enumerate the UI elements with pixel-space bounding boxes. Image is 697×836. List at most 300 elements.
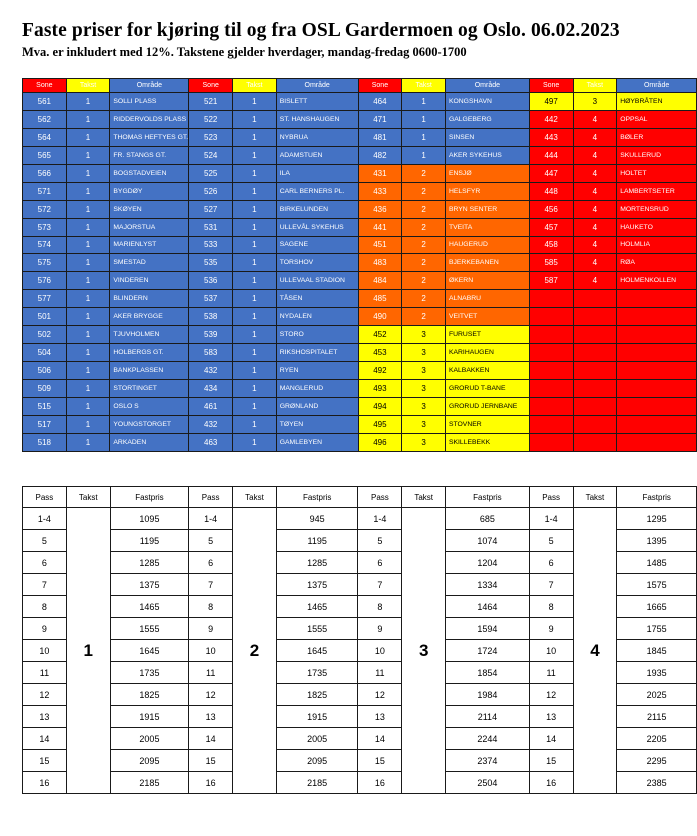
takst-band: 3 (402, 508, 446, 794)
price-header-row (23, 487, 697, 508)
zone-sone-cell: 443 (529, 128, 573, 146)
zone-takst-cell: 1 (233, 380, 277, 398)
zone-takst-cell: 1 (66, 397, 110, 415)
zone-omrade-cell: RIKSHOSPITALET (276, 344, 358, 362)
zone-takst-cell: 4 (573, 254, 617, 272)
zone-omrade-cell: SOLLI PLASS (110, 93, 189, 111)
fastpris-cell: 2025 (617, 684, 697, 706)
zone-takst-cell: 1 (233, 146, 277, 164)
fastpris-cell: 1285 (110, 552, 189, 574)
pass-cell: 13 (189, 706, 233, 728)
fastpris-header: Fastpris (110, 487, 189, 508)
zone-sone-cell: 537 (189, 290, 233, 308)
zone-takst-cell: 1 (233, 182, 277, 200)
fastpris-cell: 1465 (110, 596, 189, 618)
empty-cell (573, 433, 617, 451)
zone-takst-cell: 1 (66, 362, 110, 380)
pass-cell: 8 (23, 596, 67, 618)
pass-cell: 5 (189, 530, 233, 552)
pass-cell: 13 (358, 706, 402, 728)
zone-row (23, 236, 697, 254)
zone-takst-cell: 3 (402, 397, 446, 415)
pass-cell: 1-4 (189, 508, 233, 530)
pass-header: Pass (189, 487, 233, 508)
zone-row (23, 218, 697, 236)
zone-sone-cell: 504 (23, 344, 67, 362)
zone-omrade-cell: ULLEVÅL SYKEHUS (276, 218, 358, 236)
empty-cell (573, 415, 617, 433)
zone-header-row (23, 79, 697, 93)
zone-sone-cell: 566 (23, 164, 67, 182)
zone-row (23, 146, 697, 164)
fastpris-cell: 1724 (446, 640, 530, 662)
zone-takst-cell: 3 (402, 344, 446, 362)
pass-cell: 9 (23, 618, 67, 640)
zone-row (23, 182, 697, 200)
zone-omrade-cell: HOLMLIA (617, 236, 697, 254)
zone-row (23, 128, 697, 146)
empty-cell (573, 397, 617, 415)
zone-omrade-cell: HOLMENKOLLEN (617, 272, 697, 290)
zone-takst-cell: 2 (402, 308, 446, 326)
zone-sone-cell: 482 (358, 146, 402, 164)
zone-sone-cell: 451 (358, 236, 402, 254)
zone-sone-cell: 501 (23, 308, 67, 326)
zone-sone-cell: 506 (23, 362, 67, 380)
zone-omrade-cell: RYEN (276, 362, 358, 380)
empty-cell (573, 344, 617, 362)
zone-takst-cell: 1 (233, 128, 277, 146)
zone-takst-cell: 1 (233, 308, 277, 326)
zone-takst-cell: 1 (66, 93, 110, 111)
zone-omrade-cell: BOGSTADVEIEN (110, 164, 189, 182)
fastpris-cell: 1755 (617, 618, 697, 640)
zone-omrade-cell: SKULLERUD (617, 146, 697, 164)
zone-omrade-cell: BRYN SENTER (445, 200, 529, 218)
fastpris-cell: 1735 (110, 662, 189, 684)
zone-omrade-cell: SKILLEBEKK (445, 433, 529, 451)
zone-omrade-cell: BANKPLASSEN (110, 362, 189, 380)
empty-cell (529, 415, 573, 433)
zone-row (23, 344, 697, 362)
zone-takst-cell: 2 (402, 218, 446, 236)
pass-cell: 13 (529, 706, 573, 728)
zone-sone-cell: 458 (529, 236, 573, 254)
zone-omrade-cell: TØYEN (276, 415, 358, 433)
zone-sone-cell: 481 (358, 128, 402, 146)
zone-takst-cell: 1 (233, 415, 277, 433)
zone-sone-cell: 431 (358, 164, 402, 182)
zone-takst-cell: 1 (233, 110, 277, 128)
zone-sone-cell: 571 (23, 182, 67, 200)
fastpris-cell: 1485 (617, 552, 697, 574)
fastpris-cell: 1285 (276, 552, 358, 574)
zone-omrade-cell: CARL BERNERS PL. (276, 182, 358, 200)
pass-cell: 16 (529, 772, 573, 794)
zone-omrade-cell: HOLTET (617, 164, 697, 182)
pass-cell: 7 (23, 574, 67, 596)
zone-takst-cell: 1 (233, 236, 277, 254)
zone-takst-cell: 1 (402, 146, 446, 164)
fastpris-cell: 1375 (110, 574, 189, 596)
fastpris-header: Fastpris (276, 487, 358, 508)
zone-sone-cell: 587 (529, 272, 573, 290)
zone-takst-cell: 3 (573, 93, 617, 111)
zone-omrade-cell: THOMAS HEFTYES GT. (110, 128, 189, 146)
zone-omrade-cell: AKER BRYGGE (110, 308, 189, 326)
zone-omrade-cell: ENSJØ (445, 164, 529, 182)
zone-omrade-cell: RØA (617, 254, 697, 272)
fastpris-header: Fastpris (617, 487, 697, 508)
pass-cell: 10 (529, 640, 573, 662)
pass-cell: 9 (189, 618, 233, 640)
fastpris-header: Fastpris (446, 487, 530, 508)
empty-cell (617, 397, 697, 415)
zone-omrade-cell: BIRKELUNDEN (276, 200, 358, 218)
zone-sone-cell: 515 (23, 397, 67, 415)
zone-sone-cell: 495 (358, 415, 402, 433)
zone-sone-cell: 576 (23, 272, 67, 290)
takst-band: 1 (66, 508, 110, 794)
zone-omrade-cell: RIDDERVOLDS PLASS (110, 110, 189, 128)
pass-cell: 15 (358, 750, 402, 772)
pass-cell: 11 (189, 662, 233, 684)
zone-takst-cell: 2 (402, 200, 446, 218)
fastpris-cell: 2504 (446, 772, 530, 794)
fastpris-cell: 1465 (276, 596, 358, 618)
zone-row (23, 326, 697, 344)
zone-takst-cell: 4 (573, 272, 617, 290)
zone-sone-cell: 461 (189, 397, 233, 415)
fastpris-cell: 2005 (110, 728, 189, 750)
empty-cell (617, 362, 697, 380)
zone-sone-cell: 574 (23, 236, 67, 254)
price-table (22, 486, 697, 794)
zone-sone-cell: 444 (529, 146, 573, 164)
zone-omrade-cell: STORO (276, 326, 358, 344)
fastpris-cell: 1464 (446, 596, 530, 618)
pass-cell: 12 (529, 684, 573, 706)
zone-omrade-cell: BØLER (617, 128, 697, 146)
fastpris-cell: 1735 (276, 662, 358, 684)
zone-takst-cell: 4 (573, 110, 617, 128)
zone-takst-cell: 1 (66, 146, 110, 164)
zone-sone-cell: 521 (189, 93, 233, 111)
omrade-header: Område (110, 79, 189, 93)
price-row (23, 508, 697, 530)
fastpris-cell: 1334 (446, 574, 530, 596)
pass-cell: 12 (358, 684, 402, 706)
empty-cell (529, 362, 573, 380)
fastpris-cell: 2114 (446, 706, 530, 728)
zone-omrade-cell: HAUKETO (617, 218, 697, 236)
zone-sone-cell: 525 (189, 164, 233, 182)
fastpris-cell: 1295 (617, 508, 697, 530)
zone-sone-cell: 485 (358, 290, 402, 308)
fastpris-cell: 2385 (617, 772, 697, 794)
takst-header: Takst (66, 79, 110, 93)
zone-takst-cell: 1 (233, 362, 277, 380)
zone-takst-cell: 4 (573, 218, 617, 236)
pass-cell: 11 (529, 662, 573, 684)
pass-cell: 10 (358, 640, 402, 662)
zone-omrade-cell: OPPSAL (617, 110, 697, 128)
zone-takst-cell: 1 (66, 326, 110, 344)
zone-sone-cell: 432 (189, 362, 233, 380)
pass-cell: 15 (23, 750, 67, 772)
fastpris-cell: 1074 (446, 530, 530, 552)
sone-header: Sone (358, 79, 402, 93)
fastpris-cell: 1915 (110, 706, 189, 728)
empty-cell (529, 308, 573, 326)
zone-takst-cell: 1 (66, 380, 110, 398)
zone-sone-cell: 577 (23, 290, 67, 308)
zone-takst-cell: 1 (402, 110, 446, 128)
zone-omrade-cell: KARIHAUGEN (445, 344, 529, 362)
zone-omrade-cell: HELSFYR (445, 182, 529, 200)
zone-takst-cell: 1 (66, 182, 110, 200)
zone-omrade-cell: MANGLERUD (276, 380, 358, 398)
zone-takst-cell: 1 (66, 415, 110, 433)
zone-sone-cell: 432 (189, 415, 233, 433)
fastpris-cell: 1555 (276, 618, 358, 640)
zone-takst-cell: 1 (233, 218, 277, 236)
zone-sone-cell: 573 (23, 218, 67, 236)
pass-cell: 14 (358, 728, 402, 750)
zone-sone-cell: 539 (189, 326, 233, 344)
zone-omrade-cell: GRORUD JERNBANE (445, 397, 529, 415)
fastpris-cell: 2185 (276, 772, 358, 794)
takst-header: Takst (233, 487, 277, 508)
zone-takst-cell: 1 (66, 344, 110, 362)
takst-header: Takst (402, 487, 446, 508)
takst-header: Takst (573, 79, 617, 93)
empty-cell (573, 308, 617, 326)
zone-takst-cell: 1 (233, 164, 277, 182)
zone-omrade-cell: KALBAKKEN (445, 362, 529, 380)
zone-sone-cell: 497 (529, 93, 573, 111)
empty-cell (617, 344, 697, 362)
zone-takst-cell: 1 (233, 200, 277, 218)
fastpris-cell: 2244 (446, 728, 530, 750)
zone-omrade-cell: SAGENE (276, 236, 358, 254)
pass-header: Pass (529, 487, 573, 508)
empty-cell (529, 326, 573, 344)
zone-sone-cell: 524 (189, 146, 233, 164)
takst-band: 2 (233, 508, 277, 794)
zone-sone-cell: 538 (189, 308, 233, 326)
fastpris-cell: 1665 (617, 596, 697, 618)
zone-sone-cell: 471 (358, 110, 402, 128)
empty-cell (617, 380, 697, 398)
zone-omrade-cell: ST. HANSHAUGEN (276, 110, 358, 128)
zone-omrade-cell: GAMLEBYEN (276, 433, 358, 451)
zone-sone-cell: 509 (23, 380, 67, 398)
pass-header: Pass (358, 487, 402, 508)
empty-cell (529, 380, 573, 398)
fastpris-cell: 2095 (276, 750, 358, 772)
empty-cell (573, 380, 617, 398)
pass-cell: 7 (358, 574, 402, 596)
zone-sone-cell: 518 (23, 433, 67, 451)
fastpris-cell: 1575 (617, 574, 697, 596)
zone-omrade-cell: HOLBERGS GT. (110, 344, 189, 362)
fastpris-cell: 1825 (276, 684, 358, 706)
omrade-header: Område (276, 79, 358, 93)
zone-takst-cell: 1 (66, 218, 110, 236)
fastpris-cell: 1395 (617, 530, 697, 552)
zone-omrade-cell: FURUSET (445, 326, 529, 344)
zone-sone-cell: 490 (358, 308, 402, 326)
zone-takst-cell: 4 (573, 146, 617, 164)
pass-cell: 16 (189, 772, 233, 794)
zone-sone-cell: 441 (358, 218, 402, 236)
pass-cell: 15 (529, 750, 573, 772)
pass-cell: 8 (189, 596, 233, 618)
zone-takst-cell: 4 (573, 128, 617, 146)
fastpris-cell: 1915 (276, 706, 358, 728)
zone-omrade-cell: VINDEREN (110, 272, 189, 290)
zone-omrade-cell: ILA (276, 164, 358, 182)
pass-cell: 11 (23, 662, 67, 684)
sone-header: Sone (529, 79, 573, 93)
pass-cell: 10 (23, 640, 67, 662)
fastpris-cell: 1555 (110, 618, 189, 640)
zone-sone-cell: 433 (358, 182, 402, 200)
zone-takst-cell: 1 (233, 397, 277, 415)
empty-cell (617, 290, 697, 308)
zone-sone-cell: 434 (189, 380, 233, 398)
zone-sone-cell: 483 (358, 254, 402, 272)
pass-cell: 14 (189, 728, 233, 750)
zone-row (23, 164, 697, 182)
zone-takst-cell: 1 (66, 110, 110, 128)
zone-omrade-cell: LAMBERTSETER (617, 182, 697, 200)
pass-cell: 6 (23, 552, 67, 574)
fastpris-cell: 2374 (446, 750, 530, 772)
zone-sone-cell: 527 (189, 200, 233, 218)
empty-cell (573, 290, 617, 308)
pass-header: Pass (23, 487, 67, 508)
empty-cell (617, 308, 697, 326)
page-subtitle: Mva. er inkludert med 12%. Takstene gjelder hverdager, mandag-fredag 0600-1700 (22, 45, 467, 59)
pass-cell: 1-4 (23, 508, 67, 530)
fastpris-cell: 1935 (617, 662, 697, 684)
zone-sone-cell: 561 (23, 93, 67, 111)
empty-cell (529, 344, 573, 362)
pass-cell: 12 (189, 684, 233, 706)
fastpris-cell: 2005 (276, 728, 358, 750)
zone-takst-cell: 1 (66, 236, 110, 254)
zone-sone-cell: 536 (189, 272, 233, 290)
empty-cell (529, 290, 573, 308)
zone-row (23, 362, 697, 380)
sone-header: Sone (189, 79, 233, 93)
takst-header: Takst (573, 487, 617, 508)
fastpris-cell: 1845 (617, 640, 697, 662)
zone-omrade-cell: ADAMSTUEN (276, 146, 358, 164)
zone-omrade-cell: SKØYEN (110, 200, 189, 218)
zone-omrade-cell: BLINDERN (110, 290, 189, 308)
zone-sone-cell: 456 (529, 200, 573, 218)
fastpris-cell: 1645 (110, 640, 189, 662)
fastpris-cell: 1375 (276, 574, 358, 596)
zone-sone-cell: 494 (358, 397, 402, 415)
zone-omrade-cell: ØKERN (445, 272, 529, 290)
zone-row (23, 272, 697, 290)
fastpris-cell: 1095 (110, 508, 189, 530)
zone-sone-cell: 463 (189, 433, 233, 451)
zone-omrade-cell: STORTINGET (110, 380, 189, 398)
fastpris-cell: 1645 (276, 640, 358, 662)
zone-omrade-cell: FR. STANGS GT. (110, 146, 189, 164)
zone-omrade-cell: HØYBRÅTEN (617, 93, 697, 111)
empty-cell (617, 433, 697, 451)
zone-omrade-cell: TORSHOV (276, 254, 358, 272)
zone-omrade-cell: HAUGERUD (445, 236, 529, 254)
zone-sone-cell: 533 (189, 236, 233, 254)
empty-cell (529, 433, 573, 451)
zone-table (22, 78, 697, 452)
zone-omrade-cell: STOVNER (445, 415, 529, 433)
fastpris-cell: 1195 (110, 530, 189, 552)
zone-takst-cell: 1 (402, 128, 446, 146)
zone-takst-cell: 1 (66, 128, 110, 146)
zone-takst-cell: 3 (402, 415, 446, 433)
zone-takst-cell: 2 (402, 182, 446, 200)
zone-sone-cell: 585 (529, 254, 573, 272)
pass-cell: 14 (23, 728, 67, 750)
zone-sone-cell: 452 (358, 326, 402, 344)
zone-sone-cell: 564 (23, 128, 67, 146)
fastpris-cell: 1825 (110, 684, 189, 706)
zone-takst-cell: 2 (402, 272, 446, 290)
zone-omrade-cell: BYGDØY (110, 182, 189, 200)
zone-takst-cell: 2 (402, 164, 446, 182)
zone-takst-cell: 3 (402, 326, 446, 344)
empty-cell (573, 362, 617, 380)
zone-takst-cell: 1 (66, 433, 110, 451)
zone-omrade-cell: MARIENLYST (110, 236, 189, 254)
pass-cell: 12 (23, 684, 67, 706)
pass-cell: 9 (358, 618, 402, 640)
zone-takst-cell: 2 (402, 254, 446, 272)
zone-sone-cell: 575 (23, 254, 67, 272)
zone-sone-cell: 526 (189, 182, 233, 200)
zone-omrade-cell: VEITVET (445, 308, 529, 326)
pass-cell: 8 (358, 596, 402, 618)
zone-sone-cell: 531 (189, 218, 233, 236)
zone-takst-cell: 4 (573, 182, 617, 200)
pass-cell: 1-4 (529, 508, 573, 530)
pass-cell: 6 (358, 552, 402, 574)
zone-takst-cell: 1 (233, 290, 277, 308)
fastpris-cell: 685 (446, 508, 530, 530)
zone-takst-cell: 4 (573, 200, 617, 218)
zone-row (23, 308, 697, 326)
takst-header: Takst (66, 487, 110, 508)
zone-sone-cell: 565 (23, 146, 67, 164)
takst-header: Takst (233, 79, 277, 93)
zone-takst-cell: 1 (66, 272, 110, 290)
zone-row (23, 200, 697, 218)
zone-sone-cell: 522 (189, 110, 233, 128)
empty-cell (617, 326, 697, 344)
pass-cell: 14 (529, 728, 573, 750)
page-title: Faste priser for kjøring til og fra OSL Gardermoen og Oslo. 06.02.2023 (22, 20, 620, 41)
zone-takst-cell: 1 (233, 433, 277, 451)
pass-cell: 16 (23, 772, 67, 794)
